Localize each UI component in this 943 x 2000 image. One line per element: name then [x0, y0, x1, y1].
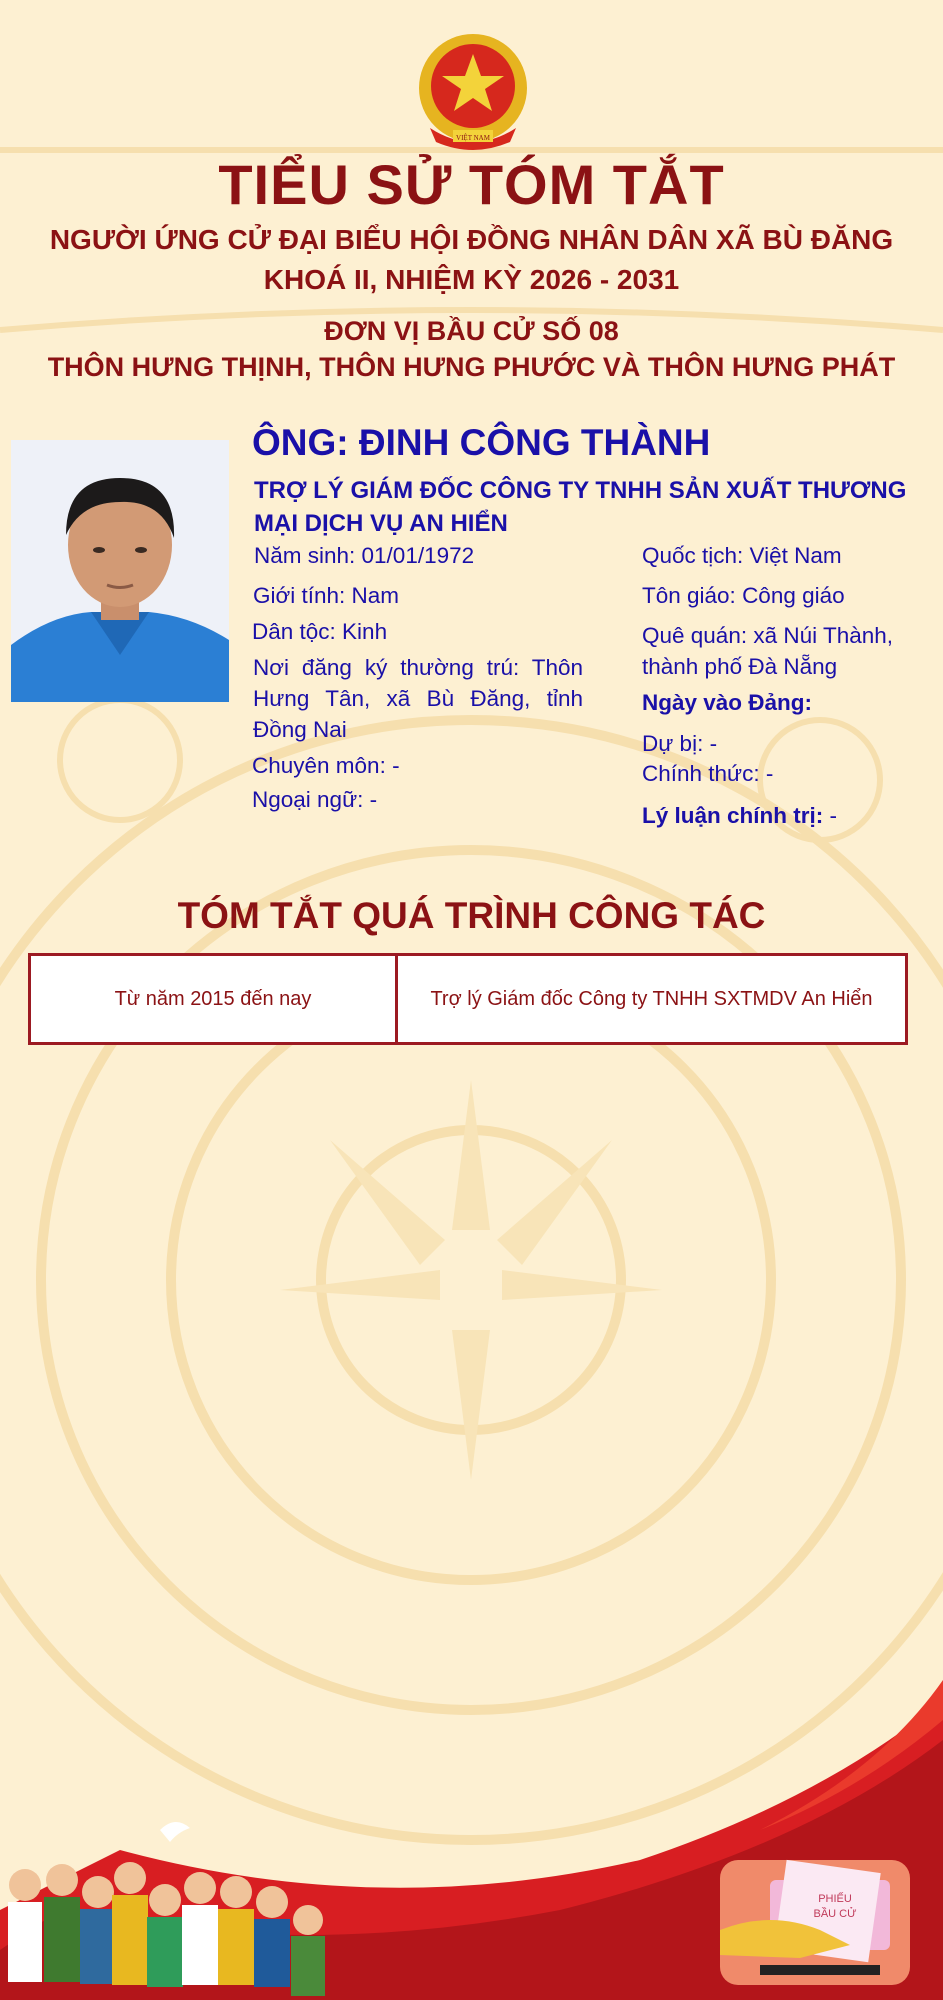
religion: Tôn giáo: Công giáo — [642, 583, 845, 608]
subtitle-line-1: NGƯỜI ỨNG CỬ ĐẠI BIỂU HỘI ĐỒNG NHÂN DÂN XÃ BÙ ĐĂNG — [49, 224, 894, 255]
svg-text:PHIẾU: PHIẾU — [818, 1893, 852, 1905]
foreign-language: Ngoại ngữ: - — [252, 787, 378, 812]
specialty: Chuyên môn: - — [252, 753, 400, 778]
ballot-box-icon — [720, 1860, 910, 1985]
electoral-unit: ĐƠN VỊ BẦU CỬ SỐ 08 — [324, 316, 619, 346]
national-emblem-icon — [410, 32, 536, 152]
gender: Giới tính: Nam — [253, 583, 400, 608]
party-official: Chính thức: - — [642, 761, 774, 786]
page-title: TIỂU SỬ TÓM TẮT — [218, 153, 725, 216]
subtitle-line-2: KHOÁ II, NHIỆM KỲ 2026 - 2031 — [263, 264, 680, 295]
residence: Nơi đăng ký thường trú: Thôn Hưng Tân, xã Bù Đăng, tỉnh Đồng Nai — [253, 655, 583, 742]
party-date-label: Ngày vào Đảng: — [642, 690, 813, 715]
dove-icon — [160, 1822, 190, 1842]
candidate-name: ÔNG: ĐINH CÔNG THÀNH — [252, 422, 711, 463]
candidate-photo — [11, 440, 229, 702]
ethnicity: Dân tộc: Kinh — [252, 619, 388, 644]
career-period: Từ năm 2015 đến nay — [31, 956, 398, 1042]
nationality: Quốc tịch: Việt Nam — [642, 543, 842, 568]
political-theory — [642, 800, 837, 831]
footer-decoration — [0, 1680, 943, 2000]
hometown: Quê quán: xã Núi Thành, thành phố Đà Nẵng — [642, 623, 894, 679]
candidate-position: TRỢ LÝ GIÁM ĐỐC CÔNG TY TNHH SẢN XUẤT THƯƠNG MẠI DỊCH VỤ AN HIỂN — [254, 477, 907, 537]
political-theory-label: Lý luận chính trị: — [642, 803, 824, 828]
career-table-row — [28, 953, 908, 1045]
party-reserve: Dự bị: - — [642, 731, 718, 756]
career-section-title: TÓM TẮT QUÁ TRÌNH CÔNG TÁC — [177, 895, 766, 936]
career-role: Trợ lý Giám đốc Công ty TNHH SXTMDV An Hiển — [430, 987, 873, 1010]
political-theory-value: - — [823, 803, 838, 828]
birth-date: Năm sinh: 01/01/1972 — [254, 543, 475, 568]
svg-text:BẦU CỬ: BẦU CỬ — [813, 1908, 857, 1920]
electoral-unit-villages: THÔN HƯNG THỊNH, THÔN HƯNG PHƯỚC VÀ THÔN HƯNG PHÁT — [47, 352, 896, 382]
svg-text:VIỆT NAM: VIỆT NAM — [456, 134, 490, 142]
